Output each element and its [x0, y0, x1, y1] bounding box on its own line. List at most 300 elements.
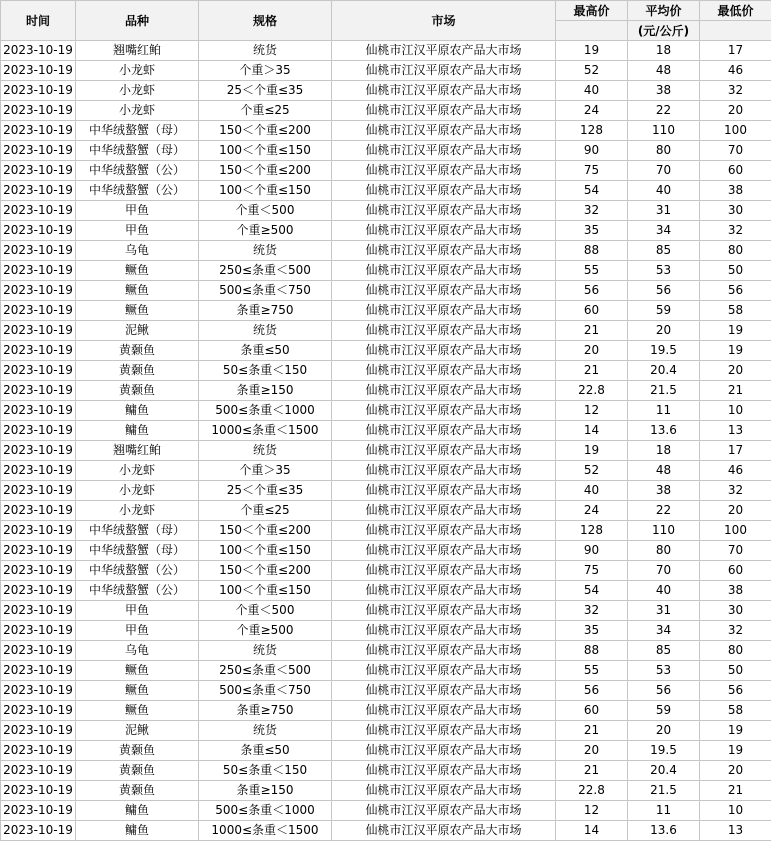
cell-low: 70 — [700, 141, 771, 161]
cell-market: 仙桃市江汉平原农产品大市场 — [332, 641, 556, 661]
cell-high: 88 — [556, 641, 628, 661]
cell-spec: 统货 — [199, 241, 332, 261]
cell-variety: 黄颡鱼 — [76, 341, 199, 361]
cell-avg: 13.6 — [628, 421, 700, 441]
cell-spec: 250≤条重＜500 — [199, 261, 332, 281]
cell-spec: 150＜个重≤200 — [199, 161, 332, 181]
cell-low: 21 — [700, 781, 771, 801]
cell-variety: 小龙虾 — [76, 61, 199, 81]
cell-low: 60 — [700, 161, 771, 181]
cell-avg: 20.4 — [628, 761, 700, 781]
cell-high: 21 — [556, 321, 628, 341]
cell-spec: 个重≥500 — [199, 621, 332, 641]
cell-variety: 小龙虾 — [76, 481, 199, 501]
cell-avg: 31 — [628, 201, 700, 221]
cell-high: 54 — [556, 181, 628, 201]
cell-spec: 个重＞35 — [199, 461, 332, 481]
cell-low: 38 — [700, 181, 771, 201]
cell-low: 46 — [700, 461, 771, 481]
cell-date: 2023-10-19 — [1, 441, 76, 461]
table-row — [1, 221, 771, 241]
cell-variety: 黄颡鱼 — [76, 781, 199, 801]
cell-avg: 38 — [628, 81, 700, 101]
cell-market: 仙桃市江汉平原农产品大市场 — [332, 61, 556, 81]
cell-low: 50 — [700, 261, 771, 281]
header-high-blank — [556, 21, 628, 41]
cell-low: 19 — [700, 341, 771, 361]
cell-market: 仙桃市江汉平原农产品大市场 — [332, 101, 556, 121]
cell-date: 2023-10-19 — [1, 681, 76, 701]
cell-variety: 鳜鱼 — [76, 681, 199, 701]
cell-market: 仙桃市江汉平原农产品大市场 — [332, 681, 556, 701]
cell-spec: 1000≤条重＜1500 — [199, 821, 332, 841]
cell-avg: 19.5 — [628, 741, 700, 761]
cell-market: 仙桃市江汉平原农产品大市场 — [332, 541, 556, 561]
cell-spec: 统货 — [199, 721, 332, 741]
cell-low: 32 — [700, 221, 771, 241]
table-row — [1, 341, 771, 361]
cell-market: 仙桃市江汉平原农产品大市场 — [332, 761, 556, 781]
cell-high: 21 — [556, 721, 628, 741]
cell-spec: 条重≥150 — [199, 381, 332, 401]
cell-spec: 100＜个重≤150 — [199, 141, 332, 161]
cell-market: 仙桃市江汉平原农产品大市场 — [332, 201, 556, 221]
cell-market: 仙桃市江汉平原农产品大市场 — [332, 221, 556, 241]
table-row — [1, 601, 771, 621]
cell-avg: 85 — [628, 241, 700, 261]
cell-variety: 中华绒螯蟹（母） — [76, 541, 199, 561]
cell-spec: 个重≤25 — [199, 501, 332, 521]
cell-low: 20 — [700, 361, 771, 381]
cell-variety: 鳜鱼 — [76, 261, 199, 281]
cell-high: 40 — [556, 81, 628, 101]
cell-market: 仙桃市江汉平原农产品大市场 — [332, 421, 556, 441]
cell-market: 仙桃市江汉平原农产品大市场 — [332, 401, 556, 421]
cell-high: 75 — [556, 561, 628, 581]
cell-low: 56 — [700, 281, 771, 301]
cell-spec: 条重≤50 — [199, 741, 332, 761]
cell-high: 35 — [556, 621, 628, 641]
table-row — [1, 321, 771, 341]
cell-high: 90 — [556, 541, 628, 561]
cell-spec: 条重≥750 — [199, 301, 332, 321]
cell-spec: 100＜个重≤150 — [199, 541, 332, 561]
cell-low: 100 — [700, 121, 771, 141]
cell-low: 30 — [700, 601, 771, 621]
table-row — [1, 721, 771, 741]
cell-avg: 40 — [628, 581, 700, 601]
cell-date: 2023-10-19 — [1, 121, 76, 141]
cell-market: 仙桃市江汉平原农产品大市场 — [332, 321, 556, 341]
cell-variety: 鳙鱼 — [76, 801, 199, 821]
table-row — [1, 301, 771, 321]
cell-spec: 个重＞35 — [199, 61, 332, 81]
cell-date: 2023-10-19 — [1, 221, 76, 241]
cell-market: 仙桃市江汉平原农产品大市场 — [332, 821, 556, 841]
cell-low: 13 — [700, 421, 771, 441]
cell-avg: 13.6 — [628, 821, 700, 841]
cell-variety: 黄颡鱼 — [76, 761, 199, 781]
cell-date: 2023-10-19 — [1, 281, 76, 301]
cell-variety: 鳙鱼 — [76, 401, 199, 421]
cell-high: 22.8 — [556, 381, 628, 401]
cell-high: 14 — [556, 421, 628, 441]
cell-date: 2023-10-19 — [1, 641, 76, 661]
cell-high: 20 — [556, 741, 628, 761]
table-row — [1, 41, 771, 61]
cell-date: 2023-10-19 — [1, 341, 76, 361]
cell-avg: 85 — [628, 641, 700, 661]
cell-low: 10 — [700, 401, 771, 421]
cell-variety: 中华绒螯蟹（母） — [76, 121, 199, 141]
cell-market: 仙桃市江汉平原农产品大市场 — [332, 281, 556, 301]
table-row — [1, 801, 771, 821]
cell-avg: 20 — [628, 321, 700, 341]
cell-date: 2023-10-19 — [1, 721, 76, 741]
cell-market: 仙桃市江汉平原农产品大市场 — [332, 801, 556, 821]
table-row — [1, 381, 771, 401]
cell-high: 22.8 — [556, 781, 628, 801]
cell-variety: 鳙鱼 — [76, 821, 199, 841]
cell-avg: 18 — [628, 41, 700, 61]
cell-date: 2023-10-19 — [1, 481, 76, 501]
table-row — [1, 821, 771, 841]
table-row — [1, 141, 771, 161]
cell-variety: 泥鳅 — [76, 321, 199, 341]
cell-spec: 500≤条重＜750 — [199, 681, 332, 701]
table-row — [1, 81, 771, 101]
table-row — [1, 661, 771, 681]
table-row — [1, 541, 771, 561]
table-row — [1, 481, 771, 501]
cell-market: 仙桃市江汉平原农产品大市场 — [332, 301, 556, 321]
cell-date: 2023-10-19 — [1, 421, 76, 441]
cell-market: 仙桃市江汉平原农产品大市场 — [332, 441, 556, 461]
cell-date: 2023-10-19 — [1, 401, 76, 421]
header-low: 最低价 — [700, 1, 771, 21]
cell-market: 仙桃市江汉平原农产品大市场 — [332, 621, 556, 641]
cell-market: 仙桃市江汉平原农产品大市场 — [332, 261, 556, 281]
cell-variety: 翘嘴红鲌 — [76, 441, 199, 461]
cell-date: 2023-10-19 — [1, 801, 76, 821]
cell-date: 2023-10-19 — [1, 81, 76, 101]
cell-market: 仙桃市江汉平原农产品大市场 — [332, 501, 556, 521]
cell-variety: 鳜鱼 — [76, 301, 199, 321]
cell-date: 2023-10-19 — [1, 701, 76, 721]
cell-variety: 黄颡鱼 — [76, 381, 199, 401]
cell-high: 21 — [556, 761, 628, 781]
table-row — [1, 281, 771, 301]
cell-variety: 小龙虾 — [76, 81, 199, 101]
cell-avg: 80 — [628, 141, 700, 161]
cell-date: 2023-10-19 — [1, 821, 76, 841]
cell-high: 90 — [556, 141, 628, 161]
cell-avg: 48 — [628, 61, 700, 81]
cell-variety: 黄颡鱼 — [76, 361, 199, 381]
cell-date: 2023-10-19 — [1, 541, 76, 561]
cell-low: 58 — [700, 701, 771, 721]
cell-high: 21 — [556, 361, 628, 381]
table-row — [1, 761, 771, 781]
cell-low: 56 — [700, 681, 771, 701]
cell-high: 52 — [556, 61, 628, 81]
table-row — [1, 161, 771, 181]
table-row — [1, 781, 771, 801]
cell-high: 55 — [556, 661, 628, 681]
cell-avg: 21.5 — [628, 381, 700, 401]
cell-market: 仙桃市江汉平原农产品大市场 — [332, 741, 556, 761]
cell-spec: 统货 — [199, 641, 332, 661]
cell-avg: 20.4 — [628, 361, 700, 381]
cell-avg: 53 — [628, 661, 700, 681]
header-market: 市场 — [332, 1, 556, 41]
cell-variety: 泥鳅 — [76, 721, 199, 741]
header-low-blank — [700, 21, 771, 41]
cell-high: 32 — [556, 201, 628, 221]
cell-low: 100 — [700, 521, 771, 541]
cell-date: 2023-10-19 — [1, 561, 76, 581]
header-avg: 平均价 — [628, 1, 700, 21]
cell-low: 60 — [700, 561, 771, 581]
table-header — [1, 1, 771, 41]
cell-market: 仙桃市江汉平原农产品大市场 — [332, 181, 556, 201]
cell-variety: 小龙虾 — [76, 461, 199, 481]
cell-date: 2023-10-19 — [1, 581, 76, 601]
table-row — [1, 581, 771, 601]
cell-avg: 40 — [628, 181, 700, 201]
cell-avg: 20 — [628, 721, 700, 741]
table-row — [1, 741, 771, 761]
cell-spec: 个重＜500 — [199, 201, 332, 221]
cell-variety: 鳜鱼 — [76, 701, 199, 721]
table-body — [1, 41, 771, 841]
cell-market: 仙桃市江汉平原农产品大市场 — [332, 241, 556, 261]
table-row — [1, 561, 771, 581]
table-row — [1, 441, 771, 461]
cell-date: 2023-10-19 — [1, 381, 76, 401]
cell-spec: 个重≤25 — [199, 101, 332, 121]
cell-date: 2023-10-19 — [1, 41, 76, 61]
cell-variety: 中华绒螯蟹（公） — [76, 581, 199, 601]
cell-spec: 50≤条重＜150 — [199, 361, 332, 381]
cell-high: 24 — [556, 501, 628, 521]
cell-low: 30 — [700, 201, 771, 221]
cell-high: 128 — [556, 521, 628, 541]
cell-spec: 条重≤50 — [199, 341, 332, 361]
cell-variety: 鳜鱼 — [76, 661, 199, 681]
cell-avg: 110 — [628, 121, 700, 141]
cell-spec: 500≤条重＜1000 — [199, 801, 332, 821]
cell-high: 56 — [556, 681, 628, 701]
cell-market: 仙桃市江汉平原农产品大市场 — [332, 381, 556, 401]
cell-high: 40 — [556, 481, 628, 501]
cell-date: 2023-10-19 — [1, 261, 76, 281]
cell-market: 仙桃市江汉平原农产品大市场 — [332, 41, 556, 61]
cell-spec: 条重≥150 — [199, 781, 332, 801]
cell-avg: 56 — [628, 681, 700, 701]
table-row — [1, 121, 771, 141]
cell-date: 2023-10-19 — [1, 461, 76, 481]
cell-low: 32 — [700, 481, 771, 501]
cell-date: 2023-10-19 — [1, 101, 76, 121]
cell-market: 仙桃市江汉平原农产品大市场 — [332, 481, 556, 501]
cell-spec: 25＜个重≤35 — [199, 481, 332, 501]
cell-date: 2023-10-19 — [1, 241, 76, 261]
cell-spec: 100＜个重≤150 — [199, 181, 332, 201]
cell-avg: 34 — [628, 621, 700, 641]
table-row — [1, 521, 771, 541]
cell-low: 58 — [700, 301, 771, 321]
table-row — [1, 401, 771, 421]
cell-variety: 甲鱼 — [76, 621, 199, 641]
table-row — [1, 241, 771, 261]
cell-spec: 25＜个重≤35 — [199, 81, 332, 101]
header-time: 时间 — [1, 1, 76, 41]
cell-variety: 甲鱼 — [76, 601, 199, 621]
cell-market: 仙桃市江汉平原农产品大市场 — [332, 161, 556, 181]
cell-low: 32 — [700, 81, 771, 101]
cell-low: 21 — [700, 381, 771, 401]
cell-spec: 条重≥750 — [199, 701, 332, 721]
cell-avg: 53 — [628, 261, 700, 281]
cell-avg: 34 — [628, 221, 700, 241]
cell-avg: 59 — [628, 701, 700, 721]
cell-market: 仙桃市江汉平原农产品大市场 — [332, 121, 556, 141]
cell-high: 60 — [556, 701, 628, 721]
table-row — [1, 181, 771, 201]
cell-high: 19 — [556, 41, 628, 61]
cell-spec: 1000≤条重＜1500 — [199, 421, 332, 441]
cell-spec: 500≤条重＜750 — [199, 281, 332, 301]
cell-date: 2023-10-19 — [1, 661, 76, 681]
cell-variety: 甲鱼 — [76, 201, 199, 221]
cell-market: 仙桃市江汉平原农产品大市场 — [332, 521, 556, 541]
cell-low: 17 — [700, 441, 771, 461]
cell-low: 13 — [700, 821, 771, 841]
cell-market: 仙桃市江汉平原农产品大市场 — [332, 661, 556, 681]
cell-avg: 80 — [628, 541, 700, 561]
cell-market: 仙桃市江汉平原农产品大市场 — [332, 781, 556, 801]
cell-variety: 小龙虾 — [76, 101, 199, 121]
cell-low: 17 — [700, 41, 771, 61]
cell-variety: 中华绒螯蟹（公） — [76, 161, 199, 181]
cell-variety: 中华绒螯蟹（公） — [76, 181, 199, 201]
cell-avg: 70 — [628, 561, 700, 581]
cell-low: 20 — [700, 501, 771, 521]
cell-low: 19 — [700, 721, 771, 741]
cell-date: 2023-10-19 — [1, 141, 76, 161]
cell-high: 88 — [556, 241, 628, 261]
cell-high: 24 — [556, 101, 628, 121]
cell-market: 仙桃市江汉平原农产品大市场 — [332, 701, 556, 721]
cell-variety: 乌龟 — [76, 241, 199, 261]
cell-avg: 56 — [628, 281, 700, 301]
cell-market: 仙桃市江汉平原农产品大市场 — [332, 341, 556, 361]
table-row — [1, 641, 771, 661]
cell-variety: 甲鱼 — [76, 221, 199, 241]
table-row — [1, 701, 771, 721]
table-row — [1, 421, 771, 441]
cell-market: 仙桃市江汉平原农产品大市场 — [332, 81, 556, 101]
cell-low: 38 — [700, 581, 771, 601]
cell-avg: 38 — [628, 481, 700, 501]
table-row — [1, 201, 771, 221]
cell-avg: 31 — [628, 601, 700, 621]
cell-date: 2023-10-19 — [1, 621, 76, 641]
cell-low: 32 — [700, 621, 771, 641]
table-row — [1, 621, 771, 641]
cell-variety: 黄颡鱼 — [76, 741, 199, 761]
cell-variety: 鳜鱼 — [76, 281, 199, 301]
cell-variety: 中华绒螯蟹（母） — [76, 141, 199, 161]
cell-spec: 100＜个重≤150 — [199, 581, 332, 601]
cell-date: 2023-10-19 — [1, 181, 76, 201]
header-spec: 规格 — [199, 1, 332, 41]
cell-date: 2023-10-19 — [1, 161, 76, 181]
cell-spec: 个重≥500 — [199, 221, 332, 241]
cell-avg: 21.5 — [628, 781, 700, 801]
cell-avg: 110 — [628, 521, 700, 541]
cell-avg: 19.5 — [628, 341, 700, 361]
table-row — [1, 361, 771, 381]
cell-high: 60 — [556, 301, 628, 321]
table-row — [1, 501, 771, 521]
cell-high: 52 — [556, 461, 628, 481]
cell-low: 70 — [700, 541, 771, 561]
cell-low: 46 — [700, 61, 771, 81]
cell-avg: 59 — [628, 301, 700, 321]
cell-avg: 11 — [628, 401, 700, 421]
cell-variety: 鳙鱼 — [76, 421, 199, 441]
cell-low: 20 — [700, 761, 771, 781]
cell-avg: 22 — [628, 501, 700, 521]
cell-spec: 500≤条重＜1000 — [199, 401, 332, 421]
cell-avg: 18 — [628, 441, 700, 461]
cell-low: 80 — [700, 241, 771, 261]
cell-market: 仙桃市江汉平原农产品大市场 — [332, 601, 556, 621]
cell-high: 20 — [556, 341, 628, 361]
cell-avg: 70 — [628, 161, 700, 181]
cell-market: 仙桃市江汉平原农产品大市场 — [332, 461, 556, 481]
cell-market: 仙桃市江汉平原农产品大市场 — [332, 561, 556, 581]
table-row — [1, 261, 771, 281]
cell-spec: 统货 — [199, 441, 332, 461]
cell-high: 12 — [556, 801, 628, 821]
cell-date: 2023-10-19 — [1, 201, 76, 221]
cell-date: 2023-10-19 — [1, 61, 76, 81]
cell-variety: 翘嘴红鲌 — [76, 41, 199, 61]
cell-high: 75 — [556, 161, 628, 181]
cell-variety: 乌龟 — [76, 641, 199, 661]
cell-date: 2023-10-19 — [1, 321, 76, 341]
cell-high: 35 — [556, 221, 628, 241]
cell-high: 12 — [556, 401, 628, 421]
cell-date: 2023-10-19 — [1, 741, 76, 761]
table-row — [1, 101, 771, 121]
cell-avg: 22 — [628, 101, 700, 121]
cell-date: 2023-10-19 — [1, 501, 76, 521]
cell-low: 50 — [700, 661, 771, 681]
cell-high: 56 — [556, 281, 628, 301]
header-high: 最高价 — [556, 1, 628, 21]
cell-high: 14 — [556, 821, 628, 841]
cell-date: 2023-10-19 — [1, 521, 76, 541]
table-row — [1, 461, 771, 481]
cell-market: 仙桃市江汉平原农产品大市场 — [332, 361, 556, 381]
cell-variety: 小龙虾 — [76, 501, 199, 521]
cell-date: 2023-10-19 — [1, 361, 76, 381]
cell-spec: 50≤条重＜150 — [199, 761, 332, 781]
